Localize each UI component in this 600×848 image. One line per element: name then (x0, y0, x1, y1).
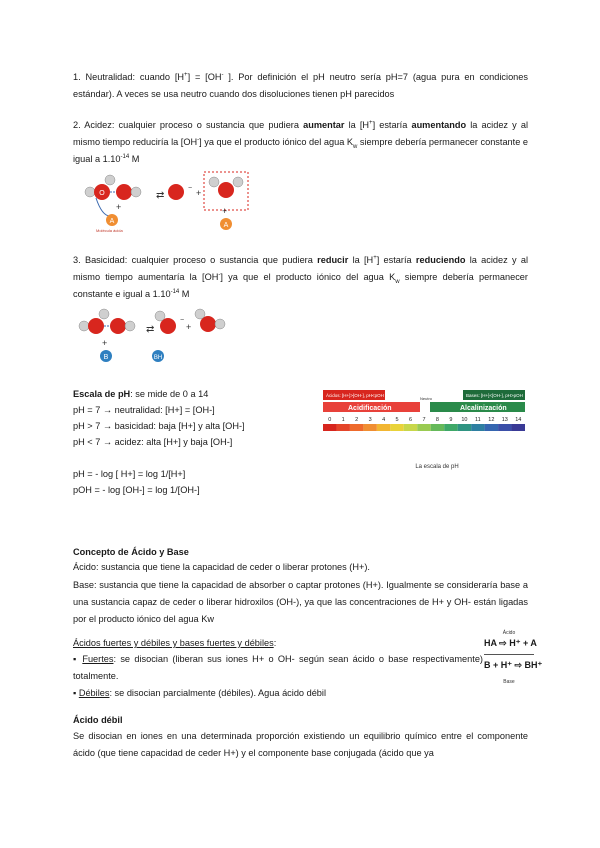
ph-number: 5 (395, 417, 399, 423)
ph-segment (498, 424, 511, 431)
svg-text:Molécula ácida: Molécula ácida (96, 228, 123, 233)
concepto-base: Base: sustancia que tiene la capacidad de absorber o captar protones (H+). Igualmente se consideraría base a una sustancia capaz de ceder o liberar hidroxilos (OH-), ya que las concentraciones de H+ y OH- están ligadas por el producto iónico del agua Kw (73, 580, 528, 625)
svg-text:+: + (186, 322, 192, 332)
ph-number: 8 (435, 417, 439, 423)
ph-scale-numbers (328, 417, 521, 423)
acid-title: Ácido (502, 630, 516, 636)
ph-segment (512, 424, 525, 431)
ph-segment (323, 424, 336, 431)
ph-segment (350, 424, 363, 431)
debiles-bullet: ▪ Débiles: se disocian parcialmente (débiles). Agua ácido débil (73, 688, 326, 698)
fuertes-bullet: ▪ Fuertes: se disocian (liberan sus iones H+ o OH- según sean ácido o base respectivamente) totalmente. (73, 654, 483, 682)
ph-table-title: La escala de pH (415, 464, 459, 470)
escala-ph-acid: pH < 7 → acidez: alta [H+] y baja [OH-] (73, 437, 233, 447)
svg-text:+: + (196, 188, 202, 198)
ph-segment (404, 424, 417, 431)
svg-text:+: + (116, 202, 122, 212)
acidification-label: Acidificación (348, 405, 392, 412)
base-equation: B + H⁺ ⇨ BH⁺ (484, 660, 543, 670)
acid-box-label: Ácidos: [H+]>[OH-], pH<pOH (326, 393, 384, 398)
svg-text:A: A (109, 218, 115, 225)
ph-number: 13 (501, 417, 508, 423)
base-box-label: Bases: [H+]<[OH-], pH>pOH (466, 393, 523, 398)
base-title: Base (503, 679, 515, 685)
ph-number: 1 (341, 417, 345, 423)
ph-number: 2 (355, 417, 359, 423)
svg-text:+: + (222, 206, 228, 216)
escala-ph-title: Escala de pH: se mide de 0 a 14 (73, 389, 209, 399)
svg-text:−: − (180, 317, 185, 324)
acid-base-equations (484, 630, 543, 685)
ph-number: 14 (515, 417, 522, 423)
paragraph-basicidad: 3. Basicidad: cualquier proceso o sustancia que pudiera reducir la [H+] estaría reduciendo la acidez y al mismo tiempo aumentaría la [OH-] ya que el producto iónico del agua $K_w$ siempre debería permanecer constante e igual a $1.10^{-14}$ M (73, 254, 529, 300)
ph-scale-figure (320, 388, 528, 450)
fuertes-title: Ácidos fuertes y débiles y bases fuertes y débiles: (73, 638, 277, 648)
svg-text:+: + (102, 338, 108, 348)
svg-text:−: − (188, 185, 193, 192)
svg-text:B: B (103, 354, 109, 361)
ph-number: 4 (382, 417, 386, 423)
paragraph-acidez: 2. Acidez: cualquier proceso o sustancia que pudiera aumentar la [H+] estaría aumentando la acidez y al mismo tiempo reduciría la [OH-] ya que el producto iónico del agua $K_w$ siempre debería permanecer constante e igual a $1.10^{-14}$ M (73, 119, 529, 165)
ph-segment (363, 424, 376, 431)
acido-debil-text: Se disocian en iones en una determinada proporción existiendo un equilibrio químico entre el componente ácido (que tiene capacidad de ceder H+) y el componente base conjugada (ácido que ya (73, 731, 528, 759)
neutral-label: Neutro (420, 396, 433, 401)
ph-table (352, 464, 522, 473)
poh-formula: pOH = - log [OH-] = log 1/[OH-] (73, 485, 200, 495)
ph-number: 12 (488, 417, 495, 423)
concepto-title: Concepto de Ácido y Base (73, 547, 189, 557)
ph-segment (485, 424, 498, 431)
svg-text:⇄: ⇄ (146, 324, 155, 335)
ph-segment (458, 424, 471, 431)
svg-text:BH: BH (153, 355, 163, 361)
ph-number: 7 (422, 417, 426, 423)
svg-text:O: O (99, 190, 105, 197)
paragraph-neutralidad: 1. Neutralidad: cuando [H+] = [OH- ]. Por definición el pH neutro sería pH=7 (agua pura en condiciones estándar). A veces se usa neutro cuando dos disoluciones tienen pH parecidos (73, 71, 528, 100)
svg-text:A: A (223, 222, 229, 229)
concepto-acido: Ácido: sustancia que tiene la capacidad de ceder o liberar protones (H+). (73, 562, 370, 572)
ph-segment (431, 424, 444, 431)
acid-equation: HA ⇨ H⁺ + A (484, 638, 537, 648)
ph-segment (377, 424, 390, 431)
ph-segment (471, 424, 484, 431)
svg-text:⇄: ⇄ (156, 190, 165, 201)
ph-scale-bar (323, 424, 525, 431)
ph-number: 11 (475, 417, 481, 423)
escala-ph-basic: pH > 7 → basicidad: baja [H+] y alta [OH-] (73, 421, 245, 431)
acido-debil-title: Ácido débil (73, 715, 123, 725)
ph-segment (417, 424, 430, 431)
ph-number: 3 (368, 417, 372, 423)
alkalinization-label: Alcalinización (460, 405, 507, 412)
base-molecule-diagram (76, 306, 236, 370)
ph-number: 6 (409, 417, 413, 423)
ph-segment (390, 424, 403, 431)
ph-segment (444, 424, 457, 431)
ph-segment (336, 424, 349, 431)
acid-molecule-diagram (76, 168, 256, 238)
ph-number: 9 (449, 417, 453, 423)
ph-number: 0 (328, 417, 332, 423)
ph-number: 10 (461, 417, 468, 423)
ph-formula: pH = - log [ H+] = log 1/[H+] (73, 469, 186, 479)
escala-ph-neutral: pH = 7 → neutralidad: [H+] = [OH-] (73, 405, 215, 415)
